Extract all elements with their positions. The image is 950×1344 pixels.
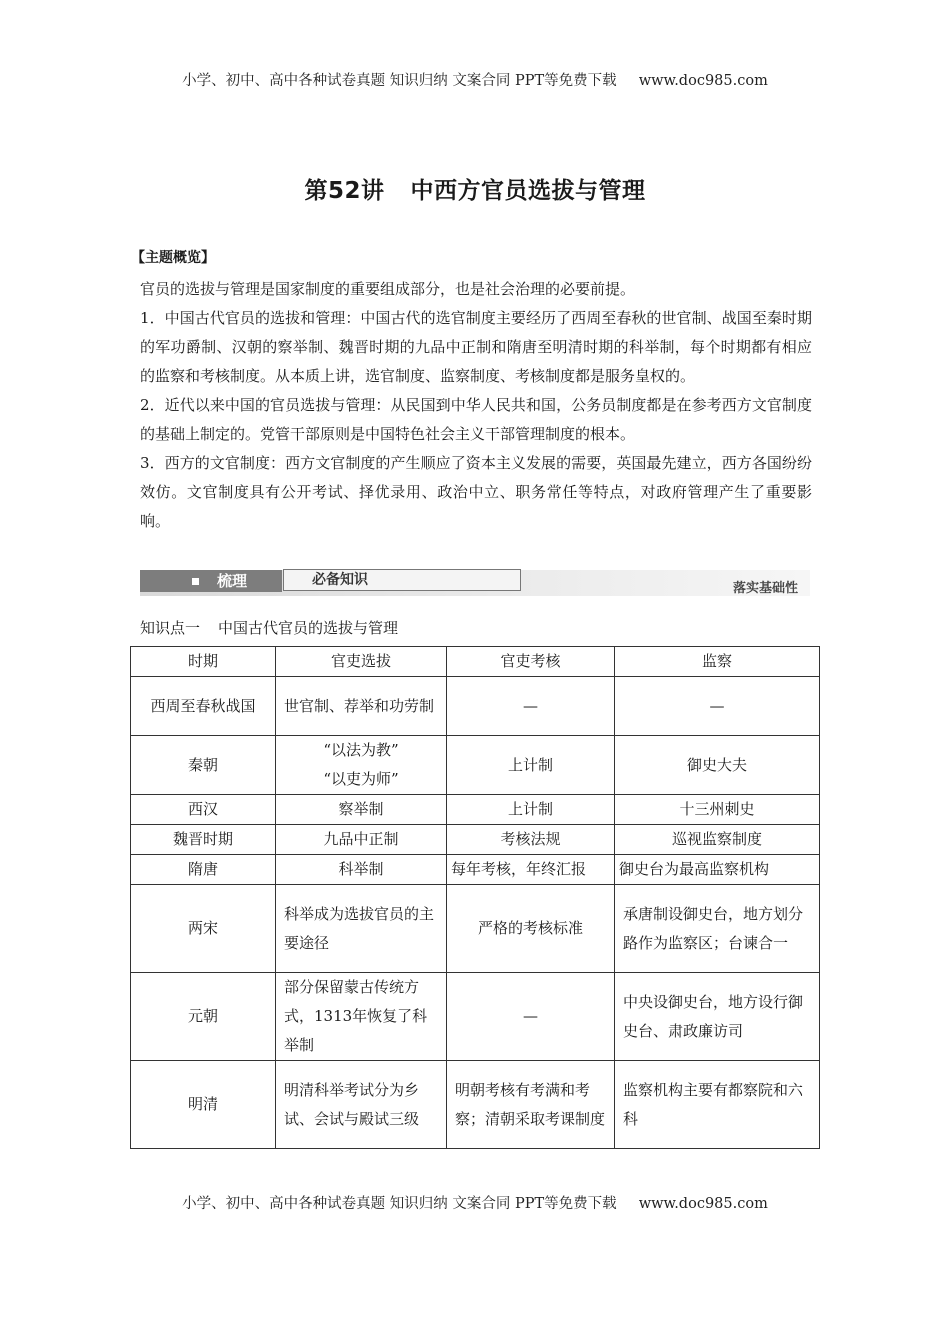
table-cell: 明清 bbox=[131, 1061, 276, 1149]
banner-tab-light-label: 必备知识 bbox=[312, 572, 368, 588]
page-title bbox=[0, 172, 950, 205]
table-cell: 严格的考核标准 bbox=[447, 885, 615, 973]
banner-tab-dark bbox=[140, 570, 282, 592]
table-row bbox=[131, 677, 820, 736]
table-header-cell: 官吏选拔 bbox=[276, 647, 447, 677]
table-row bbox=[131, 1061, 820, 1149]
page-footer bbox=[0, 1192, 950, 1213]
table-row bbox=[131, 795, 820, 825]
banner-tab-dark-label: 梳理 bbox=[217, 572, 248, 590]
table-cell: 世官制、荐举和功劳制 bbox=[276, 677, 447, 736]
table-cell: 十三州刺史 bbox=[615, 795, 820, 825]
table-header-cell: 官吏考核 bbox=[447, 647, 615, 677]
knowledge-table bbox=[130, 646, 820, 1149]
page-header bbox=[0, 69, 950, 90]
table-cell: — bbox=[615, 677, 820, 736]
table-header-row bbox=[131, 647, 820, 677]
table-row bbox=[131, 885, 820, 973]
table-cell: 西汉 bbox=[131, 795, 276, 825]
table-cell: 御史台为最高监察机构 bbox=[615, 855, 820, 885]
section-name: 中国古代官员的选拔与管理 bbox=[218, 619, 399, 637]
lecture-topic: 中西方官员选拔与管理 bbox=[410, 178, 646, 204]
footer-text: 小学、初中、高中各种试卷真题 知识归纳 文案合同 PPT等免费下载 bbox=[182, 1196, 617, 1212]
table-cell: 魏晋时期 bbox=[131, 825, 276, 855]
section-banner bbox=[140, 568, 810, 596]
table-cell: 中央设御史台，地方设行御史台、肃政廉访司 bbox=[615, 973, 820, 1061]
table-cell: 部分保留蒙古传统方式，1313年恢复了科举制 bbox=[276, 973, 447, 1061]
table-header-cell: 监察 bbox=[615, 647, 820, 677]
overview-point-3: 3．西方的文官制度：西方文官制度的产生顺应了资本主义发展的需要，英国最先建立，西方各国纷纷效仿。文官制度具有公开考试、择优录用、政治中立、职务常任等特点，对政府管理产生了重要影响。 bbox=[140, 454, 812, 530]
table-cell: 元朝 bbox=[131, 973, 276, 1061]
table-cell: 察举制 bbox=[276, 795, 447, 825]
table-cell: 科举成为选拔官员的主要途径 bbox=[276, 885, 447, 973]
table-cell: 明清科举考试分为乡试、会试与殿试三级 bbox=[276, 1061, 447, 1149]
overview-heading: 【主题概览】 bbox=[131, 250, 215, 266]
table-cell: 巡视监察制度 bbox=[615, 825, 820, 855]
table-cell: 隋唐 bbox=[131, 855, 276, 885]
table-row bbox=[131, 736, 820, 795]
overview-intro: 官员的选拔与管理是国家制度的重要组成部分，也是社会治理的必要前提。 bbox=[140, 280, 636, 298]
table-cell: 上计制 bbox=[447, 736, 615, 795]
table-cell: 上计制 bbox=[447, 795, 615, 825]
table-row bbox=[131, 855, 820, 885]
header-text: 小学、初中、高中各种试卷真题 知识归纳 文案合同 PPT等免费下载 bbox=[182, 73, 617, 89]
table-row bbox=[131, 973, 820, 1061]
lecture-number: 第52讲 bbox=[304, 178, 385, 204]
table-cell: 监察机构主要有都察院和六科 bbox=[615, 1061, 820, 1149]
table-header-cell: 时期 bbox=[131, 647, 276, 677]
table-cell: — bbox=[447, 973, 615, 1061]
table-cell: 九品中正制 bbox=[276, 825, 447, 855]
overview-point-1: 1．中国古代官员的选拔和管理：中国古代的选官制度主要经历了西周至春秋的世官制、战国至秦时期的军功爵制、汉朝的察举制、魏晋时期的九品中正制和隋唐至明清时期的科举制，每个时期都有相应的监察和考核制度。从本质上讲，选官制度、监察制度、考核制度都是服务皇权的。 bbox=[140, 309, 812, 385]
table-cell: 御史大夫 bbox=[615, 736, 820, 795]
table-cell: 科举制 bbox=[276, 855, 447, 885]
section-label bbox=[140, 617, 398, 638]
banner-right-text: 落实基础性 bbox=[732, 581, 798, 596]
overview-body bbox=[140, 275, 812, 536]
table-cell: — bbox=[447, 677, 615, 736]
footer-url[interactable]: www.doc985.com bbox=[638, 1196, 768, 1212]
header-url[interactable]: www.doc985.com bbox=[638, 73, 768, 89]
table-cell: 秦朝 bbox=[131, 736, 276, 795]
table-cell: 西周至春秋战国 bbox=[131, 677, 276, 736]
table-cell: 每年考核，年终汇报 bbox=[447, 855, 615, 885]
table-cell: 明朝考核有考满和考察；清朝采取考课制度 bbox=[447, 1061, 615, 1149]
table-cell: 考核法规 bbox=[447, 825, 615, 855]
overview-point-2: 2．近代以来中国的官员选拔与管理：从民国到中华人民共和国，公务员制度都是在参考西方文官制度的基础上制定的。党管干部原则是中国特色社会主义干部管理制度的根本。 bbox=[140, 396, 812, 443]
table-row bbox=[131, 825, 820, 855]
section-number: 知识点一 bbox=[140, 619, 201, 637]
table-cell: 承唐制设御史台，地方划分路作为监察区；台谏合一 bbox=[615, 885, 820, 973]
square-bullet-icon bbox=[192, 578, 199, 585]
table-cell: 两宋 bbox=[131, 885, 276, 973]
banner-tab-light bbox=[283, 569, 521, 591]
table-cell: “以法为教” “以吏为师” bbox=[276, 736, 447, 795]
